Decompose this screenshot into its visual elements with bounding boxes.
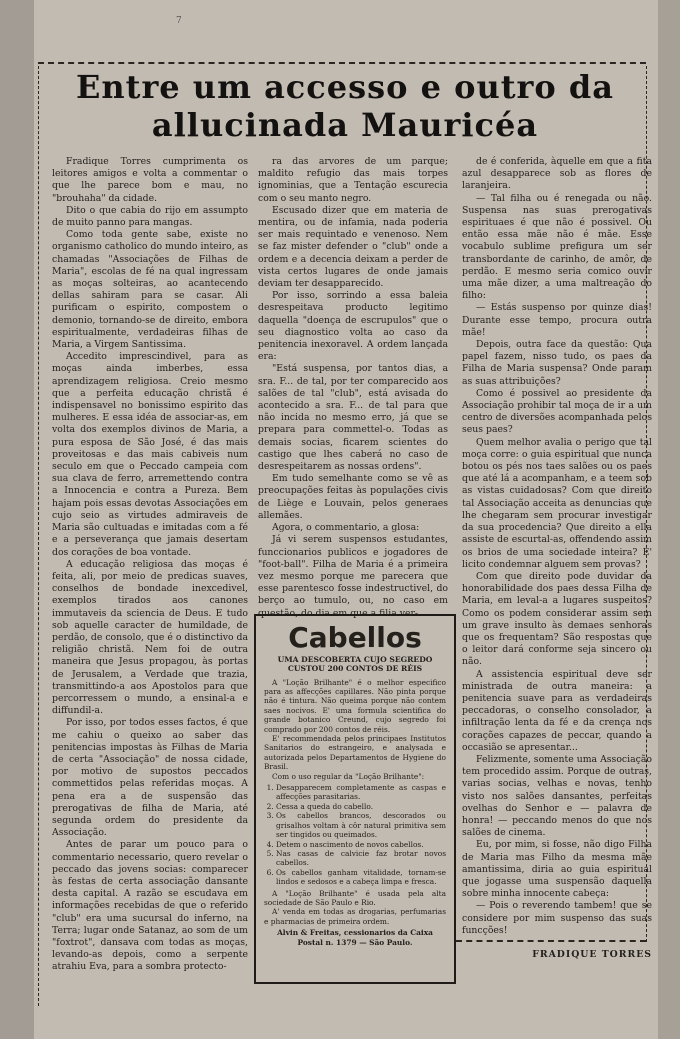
ad-benefit-item: 2. Cessa a queda do cabello. [276,802,446,811]
paragraph: Por isso, sorrindo a essa baleia desrespeitava producto legitimo daquella "doença de escrupulos" que o seu diagnostico volta ao caso da penitencia inexoravel. A ordem lançada era: [258,290,448,363]
page-edge-left [0,0,34,1039]
paragraph: A educação religiosa das moças é feita, ali, por meio de predicas suaves, conselhos de bondade inexcedivel, exemplos tirados aos canones immutaveis da sciencia de Deus. E tudo sob aquelle caracter de humildade, de perdão, de consolo, que é o distinctivo da religião christã. Nem foi de outra maneira que Jesus propagou, às portas de Jerusalem, a Verdade que trazia, transmittindo-a aos Apostolos para que percorressem o mundo, a ensinal-a e diffundil-a. [52,558,248,717]
paragraph: de é conferida, àquelle em que a fita azul desapparece sob as flores de laranjeira. [462,156,652,192]
paragraph: Dito o que cabia do rijo em assumpto de muito panno para mangas. [52,204,248,229]
paragraph: Escusado dizer que em materia de mentira, ou de infamia, nada poderia ser mais requintado e venenoso. Nem se faz mister defender o "club" onde a ordem e a decencia deixam a perder de vista certos lugares de onde jamais deviam ter desapparecido. [258,204,448,290]
paragraph: Com que direito pode duvidar da honorabilidade dos paes dessa Filha de Maria, em leval-a a lugares suspeitos? Como os podem considerar assim sem um grave insulto às demaes senhoras que os frequentam? São respostas que o leitor dará conforme seja sincero ou não. [462,570,652,668]
ad-paragraph: E' recommendada pelos principaes Institutos Sanitarios do estrangeiro, e analysada e autorizada pelos Departamentos de Hygiene do Brasil. [264,734,446,772]
article-column-2 [258,156,448,619]
paragraph: Eu, por mim, si fosse, não digo Filha de Maria mas Filho da mesma mãe amantissima, diria ao guia espiritual que jogasse uma suspensão daquella sobre minha innocente cabeça: [462,839,652,900]
paragraph: Accedito imprescindivel, para as moças ainda imberbes, essa aprendizagem religiosa. Creio mesmo que a perfeita educação christã é indispensavel no bonissimo espirito das mulheres. E essa idéa de associar-as, em volta dos exemplos divinos de Maria, a pura esposa de São José, é das mais proveitosas e das mais cabiveis num seculo em que o Peccado campeia com sua clava de ferro, arremettendo contra a Innocencia e contra a Pureza. Bem hajam pois essas devotas Associações em cujo seio as virtudes admiraveis de Maria são cultuadas e imitadas com a fé e a perseverança que jamais desertam dos corações de boa vontade. [52,351,248,558]
ad-subtitle: UMA DESCOBERTA CUJO SEGREDO CUSTOU 200 CONTOS DE RÉIS [277,655,433,673]
paragraph: Quem melhor avalia o perigo que tal moça corre: o guia espiritual que nunca botou os pés nos taes salões ou os paes que até lá a acompanham, e a teem sob as vistas cuidadosas? Com que direito tal Associação acceita as denuncias que lhe chegaram sem procurar investigar da sua procedencia? Que direito a ella assiste de escurtal-as, offendendo assim os brios de uma sociedade inteira? E' licito condemnar alguem sem provas? [462,436,652,570]
page-number: 7 [176,16,182,26]
ad-benefit-item: 6. Os cabellos ganham vitalidade, tornam-se lindos e sedosos e a cabeça limpa e fresca. [276,868,446,887]
article-title: Entre um accesso e outro da allucinada Mauricéa [76,68,614,144]
left-dashed-border [38,66,39,1006]
ad-title: Cabellos [288,621,422,654]
ad-paragraph: Com o uso regular da "Loção Brilhante": [272,771,425,781]
paragraph: Como é possivel ao presidente da Associação prohibir tal moça de ir a um centro de diversões acompanhada pelos seus paes? [462,387,652,436]
page-edge-right [658,0,680,1039]
ad-benefit-item: 1. Desapparecem completamente as caspas e affecções parasitarias. [276,783,446,802]
paragraph: ra das arvores de um parque; maldito refugio das mais torpes ignominias, que a Tentação escurecia com o seu manto negro. [258,156,448,204]
advertisement-box [254,614,456,984]
paragraph: Felizmente, somente uma Associação tem procedido assim. Porque de outras, varias socias, velhas e novas, tenho visto nos salões dansantes, perfeitas ovelhas do Senhor e — palavra de honra! — peccando menos do que nos salões de cinema. [462,753,652,839]
top-dashed-rule [38,62,646,64]
article-column-3 [462,156,652,960]
paragraph: — Estás suspenso por quinze dias! Durante esse tempo, procura outra mãe! [462,302,652,338]
article-column-1 [52,156,248,973]
ad-benefit-item: 3. Os cabellos brancos, descorados ou grisalhos voltam à côr natural primitiva sem ser tingidos ou queimados. [276,811,446,839]
ad-benefit-list [264,783,446,886]
paragraph: Depois, outra face da questão: Qua papel fazem, nisso tudo, os paes da Filha de Maria suspensa? Onde param as suas attribuições? [462,339,652,387]
author-signature: FRADIQUE TORRES [532,949,652,960]
ad-paragraph: A' venda em todas as drogarias, perfumarias e pharmacias de primeira ordem. [264,907,446,926]
paragraph: Agora, o commentario, a glosa: [272,522,420,534]
paragraph: "Está suspensa, por tantos dias, a sra. F... de tal, por ter comparecido aos salões de tal "club", está avisada do acontecido a sra. F... de tal para que não incida no mesmo erro, já que se prepara para commettel-o. Todas as demais socias, ficarem scientes do castigo que lhes caberá no caso de desrespeitarem as nossas ordens". [258,363,448,473]
paragraph: Como toda gente sabe, existe no organismo catholico do mundo inteiro, as chamadas "Associações de Filhas de Maria", escolas de fé na qual ingressam as moças solteiras, ao acantecendo dellas sahiram para se casar. Ali purificam o espirito, compostem o demonio, tornando-se de direito, embora espiritualmente, verdadeiras filhas de Maria, a Virgem Santissima. [52,229,248,351]
paragraph: — Pois o reverendo tambem! que se considere por mim suspenso das suas funcções! [462,900,652,936]
paragraph: A assistencia espiritual deve ser ministrada de outra maneira: a penitencia suave para as verdadeiras peccadoras, o conselho consolador, a infiltração lenta da fé e da crença nos corações capazes de peccar, quando a occasião se apresentar... [462,668,652,753]
paragraph: Em tudo semelhante como se vê as preocupações feitas às populações civis de Liège e Louvain, pelos generaes allemães. [258,473,448,521]
ad-paragraph: A "Loção Brilhante" é o melhor especifico para as affecções capillares. Não pinta porque não é tintura. Não queima porque não contem saes nocivos. E' uma formula scientifica do grande botanico Creund, cujo segredo foi comprado por 200 contos de réis. [264,677,446,734]
ad-paragraph: A "Loção Brilhante" é usada pela alta sociedade de São Paulo e Rio. [264,888,446,907]
paragraph: Antes de parar um pouco para o commentario necessario, quero revelar o peccado das jovens socias: comparecer às festas de certa associação dansante desta capital. A razão se escudava em informações recebidas de que o referido "club" era uma sucursal do inferno, na Terra; lugar onde Satanaz, ao som de um "foxtrot", dansava com todas as moças, levando-as depois, como a serpente atrahiu Eva, para a sombra protecto- [52,839,248,973]
ad-benefit-item: 4. Detem o nascimento de novos cabellos. [276,840,446,849]
paragraph: Fradique Torres cumprimenta os leitores amigos e volta a commentar o que lhe parece bom e mau, no "brouhaha" da cidade. [52,156,248,204]
ad-benefit-item: 5. Nas casas de calvicie faz brotar novos cabellos. [276,849,446,868]
paragraph: Por isso, por todos esses factos, é que me cahiu o queixo ao saber das penitencias impostas às Filhas de Maria de certa "Associação" de nossa cidade, por motivo de supostos peccados commettidos pelas referidas moças. A pena era a de suspensão das prerogativas de filha de Maria, até segunda ordem do presidente da Associação. [52,717,248,839]
ad-footer: Alvin & Freitas, cessionarios da Caixa Postal n. 1379 — São Paulo. [277,928,433,947]
paragraph: Já vi serem suspensos estudantes, funccionarios publicos e jogadores de "foot-ball". Filha de Maria é a primeira vez mesmo porque me parecera que esse parentesco fosse indestructivel, do berço ao tumulo, ou, no caso em questão, do dia em que a filia ver- [258,534,448,619]
bottom-dashed-rule [456,940,646,942]
paragraph: — Tal filha ou é renegada ou não. Suspensa nas suas prerogativas espirituaes é que não é possivel. Ou então essa mãe não é mãe. Esse vocabulo sublime prefigura um ser transbordante de carinho, de amôr, de perdão. E mesmo seria comico ouvir uma mãe dizer, a uma maltreação do filho: [462,192,652,302]
